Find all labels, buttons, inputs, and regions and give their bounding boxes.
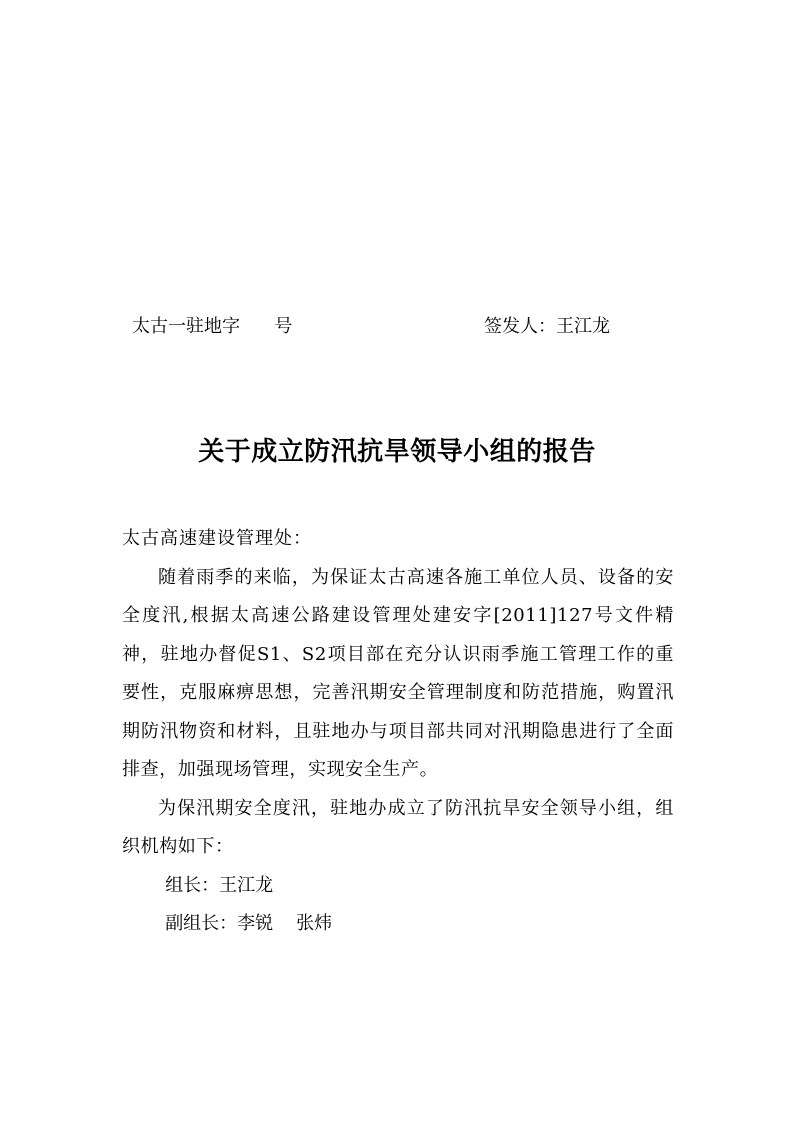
body-paragraph-1: 随着雨季的来临，为保证太古高速各施工单位人员、设备的安全度汛,根据太高速公路建设管理处建安字[2011]127号文件精神，驻地办督促S1、S2项目部在充分认识雨季施工管理工作的重要性，克服麻痹思想，完善汛期安全管理制度和防范措施，购置汛期防汛物资和材料，且驻地办与项目部共同对汛期隐患进行了全面排查，加强现场管理，实现安全生产。 (122, 566, 674, 780)
document-number: 太古一驻地字 号 (132, 316, 293, 337)
salutation: 太古高速建设管理处： (122, 528, 312, 549)
document-header (0, 312, 794, 342)
group-leader: 组长：王江龙 (165, 874, 274, 896)
document-body (122, 520, 674, 944)
deputy-group-leaders: 副组长：李锐 张炜 (165, 913, 333, 934)
body-paragraph-2: 为保汛期安全度汛，驻地办成立了防汛抗旱安全领导小组，组织机构如下： (122, 797, 674, 857)
issuer-signature: 签发人：王江龙 (484, 316, 610, 337)
document-title: 关于成立防汛抗旱领导小组的报告 (198, 437, 596, 467)
